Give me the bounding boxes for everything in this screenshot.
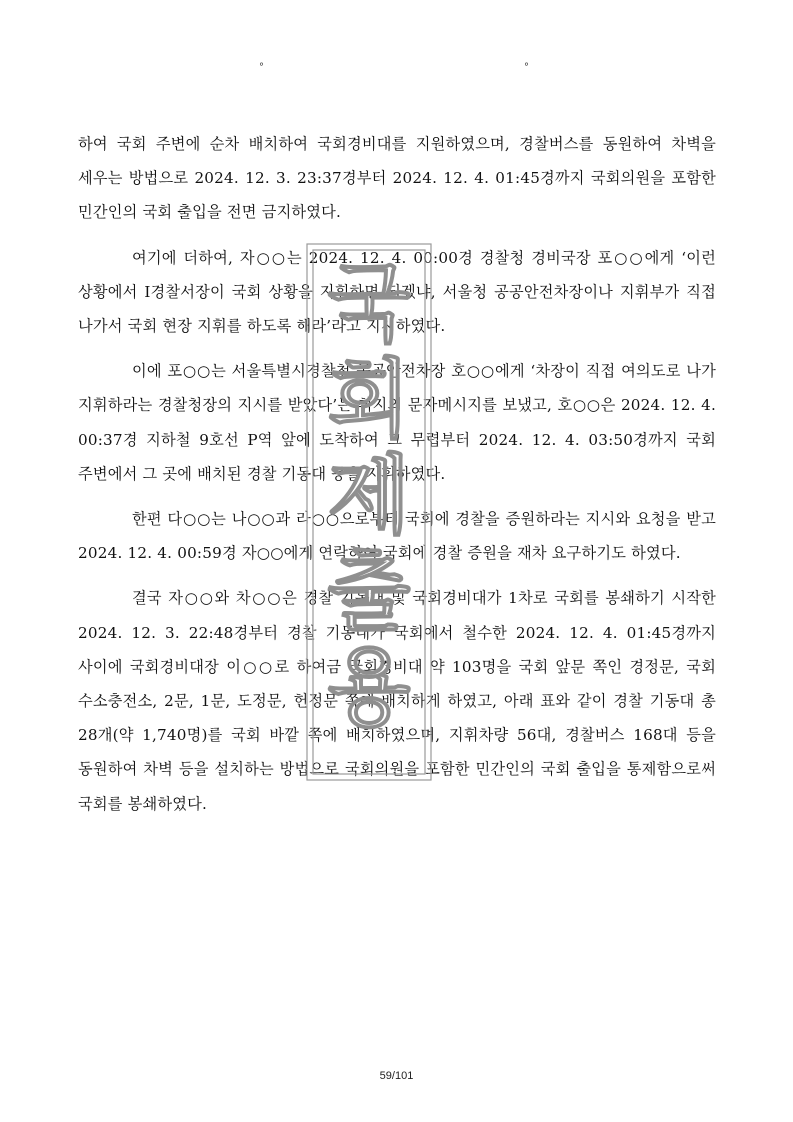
top-mark-right: ° [524,62,529,73]
stamp-glyph: 제 [327,446,411,546]
paragraph-5: 결국 자○○와 차○○은 경찰 기동대 및 국회경비대가 1차로 국회를 봉쇄하기 시작한 2024. 12. 3. 22:48경부터 경찰 기동대가 국회에서 철수한 2024. 12. 4. 01:45경까지 사이에 국회경비대장 이○○로 하여금 국회경비대 약 103명을 국회 앞문 쪽인 경정문, 국회 수소충전소, 2문, 1문, 도정문, 헌정문 쪽에 배치하게 하였고, 아래 표와 같이 경찰 기동대 총 28개(약 1,740명)를 국회 바깥 쪽에 배치하였으며, 지휘차량 56대, 경찰버스 168대 등을 동원하여 차벽 등을 설치하는 방법으로 국회의원을 포함한 민간인의 국회 출입을 통제함으로써 국회를 봉쇄하였다. [78,589,716,813]
stamp-glyph: 회 [327,350,411,450]
stamp-glyph: 용 [327,638,411,738]
stamp-glyph: 출 [327,542,411,642]
paragraph-2: 여기에 더하여, 자○○는 2024. 12. 4. 00:00경 경찰청 경비국장 포○○에게 ‘이런 상황에서 I경찰서장이 국회 상황을 지휘하면 되겠냐, 서울청 공공안전차장이나 지휘부가 직접 나가서 국회 현장 지휘를 하도록 해라’라고 지시하였다. [78,248,716,336]
paragraph-3: 이에 포○○는 서울특별시경찰청 공공안전차장 호○○에게 ‘차장이 직접 여의도로 나가 지휘하라는 경찰청장의 지시를 받았다’는 취지의 문자메시지를 보냈고, 호○○은 2024. 12. 4. 00:37경 지하철 9호선 P역 앞에 도착하여 그 무렵부터 2024. 12. 4. 03:50경까지 국회 주변에서 그 곳에 배치된 경찰 기동대 등을 지휘하였다. [78,362,716,483]
document-body [78,127,716,821]
top-mark-left: ° [259,62,264,73]
paragraph-4: 한편 다○○는 나○○과 라○○으로부터 국회에 경찰을 증원하라는 지시와 요청을 받고 2024. 12. 4. 00:59경 자○○에게 연락하여 국회에 경찰 증원을 재차 요구하기도 하였다. [78,510,716,563]
page-number: 59/101 [379,1070,414,1082]
paragraph-1: 하여 국회 주변에 순차 배치하여 국회경비대를 지원하였으며, 경찰버스를 동원하여 차벽을 세우는 방법으로 2024. 12. 3. 23:37경부터 2024. 12. 4. 01:45경까지 국회의원을 포함한 민간인의 국회 출입을 전면 금지하였다. [78,135,716,222]
stamp-glyph: 국 [327,254,411,354]
